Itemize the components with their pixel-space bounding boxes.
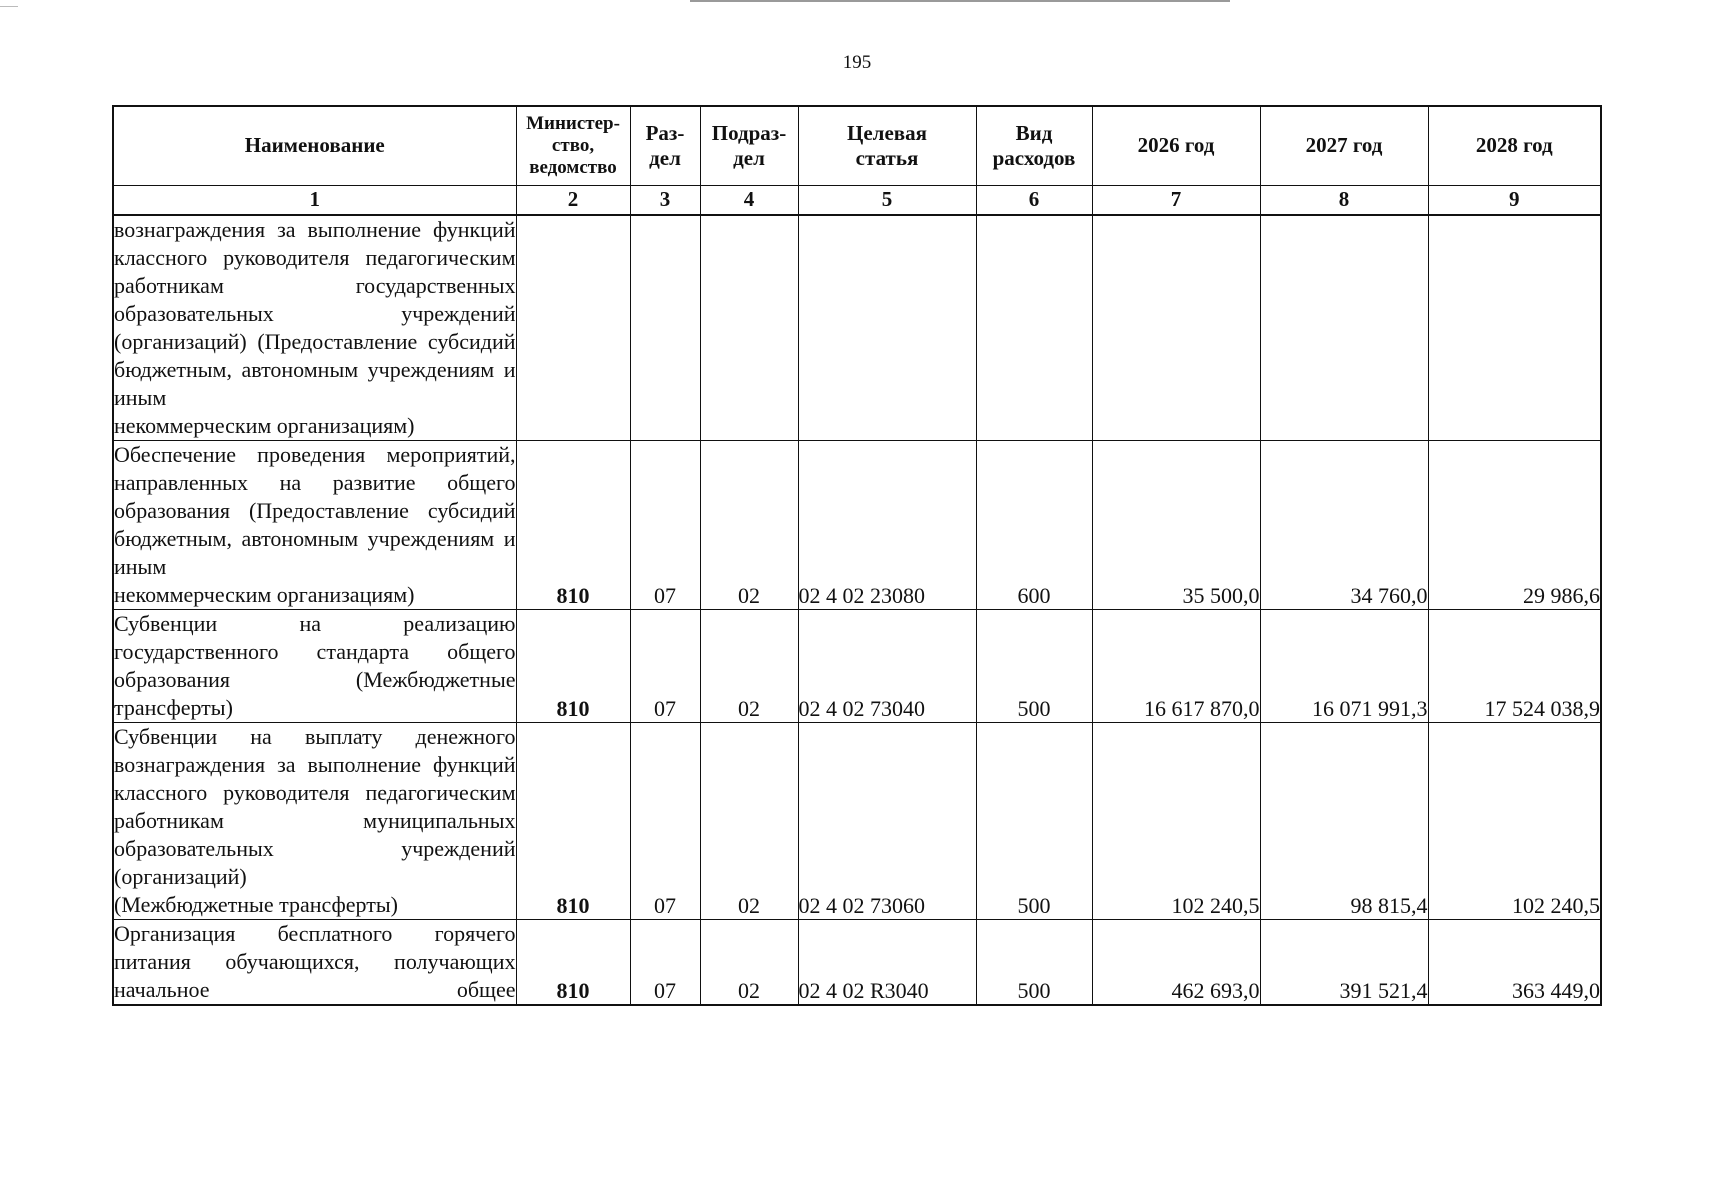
column-number: 2 [516,185,630,215]
cell-2027: 16 071 991,3 [1260,609,1428,722]
page-number: 195 [842,52,872,73]
header-ministry: Министер- ство, ведомство [516,106,630,185]
scan-edge-mark [0,6,18,7]
name-line: (Межбюджетные трансферты) [114,891,398,917]
cell-subsection: 02 [700,440,798,609]
column-number: 7 [1092,185,1260,215]
table-row [113,609,1601,722]
header-year-2028: 2028 год [1428,106,1601,185]
cell-2028: 363 449,0 [1428,919,1601,1005]
column-number-row [113,185,1601,215]
name-line: вознаграждения за выполнение [114,216,422,242]
name-line: Субвенции на реализацию [114,610,516,636]
cell-2028: 102 240,5 [1428,722,1601,919]
cell-ministry: 810 [516,919,630,1005]
column-number: 4 [700,185,798,215]
table-row [113,215,1601,441]
column-number: 1 [113,185,516,215]
cell-subsection: 02 [700,919,798,1005]
name-line: получающих начальное общее [114,948,516,1002]
name-line: педагогическим работникам [114,779,516,833]
cell-2027: 391 521,4 [1260,919,1428,1005]
cell-2026: 102 240,5 [1092,722,1260,919]
name-line: трансферты) [114,694,233,720]
table-row [113,919,1601,1005]
cell-target-article: 02 4 02 R3040 [798,919,976,1005]
cell-2028 [1428,215,1601,441]
name-line: функций классного руководителя [114,216,516,270]
row-name [113,440,516,609]
name-line: некоммерческим организациям) [114,412,415,438]
header-row [113,106,1601,185]
cell-2027 [1260,215,1428,441]
table-row [113,440,1601,609]
cell-section: 07 [630,919,700,1005]
cell-ministry [516,215,630,441]
name-line: бюджетным, автономным [114,356,359,382]
name-line: питания обучающихся, [114,948,360,974]
cell-2026: 462 693,0 [1092,919,1260,1005]
name-line: функций классного руководителя [114,751,516,805]
cell-2027: 98 815,4 [1260,722,1428,919]
cell-section: 07 [630,440,700,609]
header-target-article: Целевая статья [798,106,976,185]
name-line: Субвенции на выплату денежного [114,723,516,749]
cell-target-article: 02 4 02 73060 [798,722,976,919]
name-line: государственных образовательных [114,272,516,326]
cell-ministry: 810 [516,609,630,722]
name-line: (Предоставление субсидий [248,497,516,523]
cell-target-article [798,215,976,441]
cell-section: 07 [630,722,700,919]
cell-2026 [1092,215,1260,441]
cell-target-article: 02 4 02 23080 [798,440,976,609]
cell-subsection: 02 [700,609,798,722]
cell-section: 07 [630,609,700,722]
column-number: 3 [630,185,700,215]
name-line: некоммерческим организациям) [114,581,415,607]
name-line: Обеспечение проведения [114,441,366,467]
cell-expense-type: 500 [976,722,1092,919]
name-line: учреждениям и иным [114,525,516,579]
row-name [113,722,516,919]
name-line: вознаграждения за выполнение [114,751,422,777]
cell-expense-type: 500 [976,609,1092,722]
cell-2026: 16 617 870,0 [1092,609,1260,722]
name-line: государственного стандарта общего [114,638,516,664]
cell-expense-type: 600 [976,440,1092,609]
cell-ministry: 810 [516,722,630,919]
header-subsection: Подраз- дел [700,106,798,185]
column-number: 5 [798,185,976,215]
table-row [113,722,1601,919]
row-name [113,215,516,441]
header-expense-type: Вид расходов [976,106,1092,185]
cell-2028: 17 524 038,9 [1428,609,1601,722]
name-line: учреждений (организаций) [114,835,516,889]
column-number: 9 [1428,185,1601,215]
row-name [113,609,516,722]
cell-subsection: 02 [700,722,798,919]
name-line: муниципальных образовательных [114,807,516,861]
row-name [113,919,516,1005]
header-year-2027: 2027 год [1260,106,1428,185]
cell-2028: 29 986,6 [1428,440,1601,609]
name-line: развитие общего образования [114,469,516,523]
name-line: педагогическим работникам [114,244,516,298]
cell-2026: 35 500,0 [1092,440,1260,609]
name-line: бюджетным, автономным [114,525,359,551]
cell-subsection [700,215,798,441]
cell-target-article: 02 4 02 73040 [798,609,976,722]
header-section: Раз- дел [630,106,700,185]
name-line: (Предоставление субсидий [257,328,516,354]
cell-ministry: 810 [516,440,630,609]
name-line: Организация бесплатного горячего [114,920,516,946]
column-number: 6 [976,185,1092,215]
name-line: мероприятий, направленных на [114,441,516,495]
header-year-2026: 2026 год [1092,106,1260,185]
cell-section [630,215,700,441]
cell-expense-type: 500 [976,919,1092,1005]
name-line: образования (Межбюджетные [114,666,516,692]
header-name: Наименование [113,106,516,185]
name-line: учреждений (организаций) [114,300,516,354]
cell-2027: 34 760,0 [1260,440,1428,609]
name-line: учреждениям и иным [114,356,516,410]
column-number: 8 [1260,185,1428,215]
cell-expense-type [976,215,1092,441]
budget-table [112,105,1602,1006]
scan-edge-line [690,0,1230,2]
